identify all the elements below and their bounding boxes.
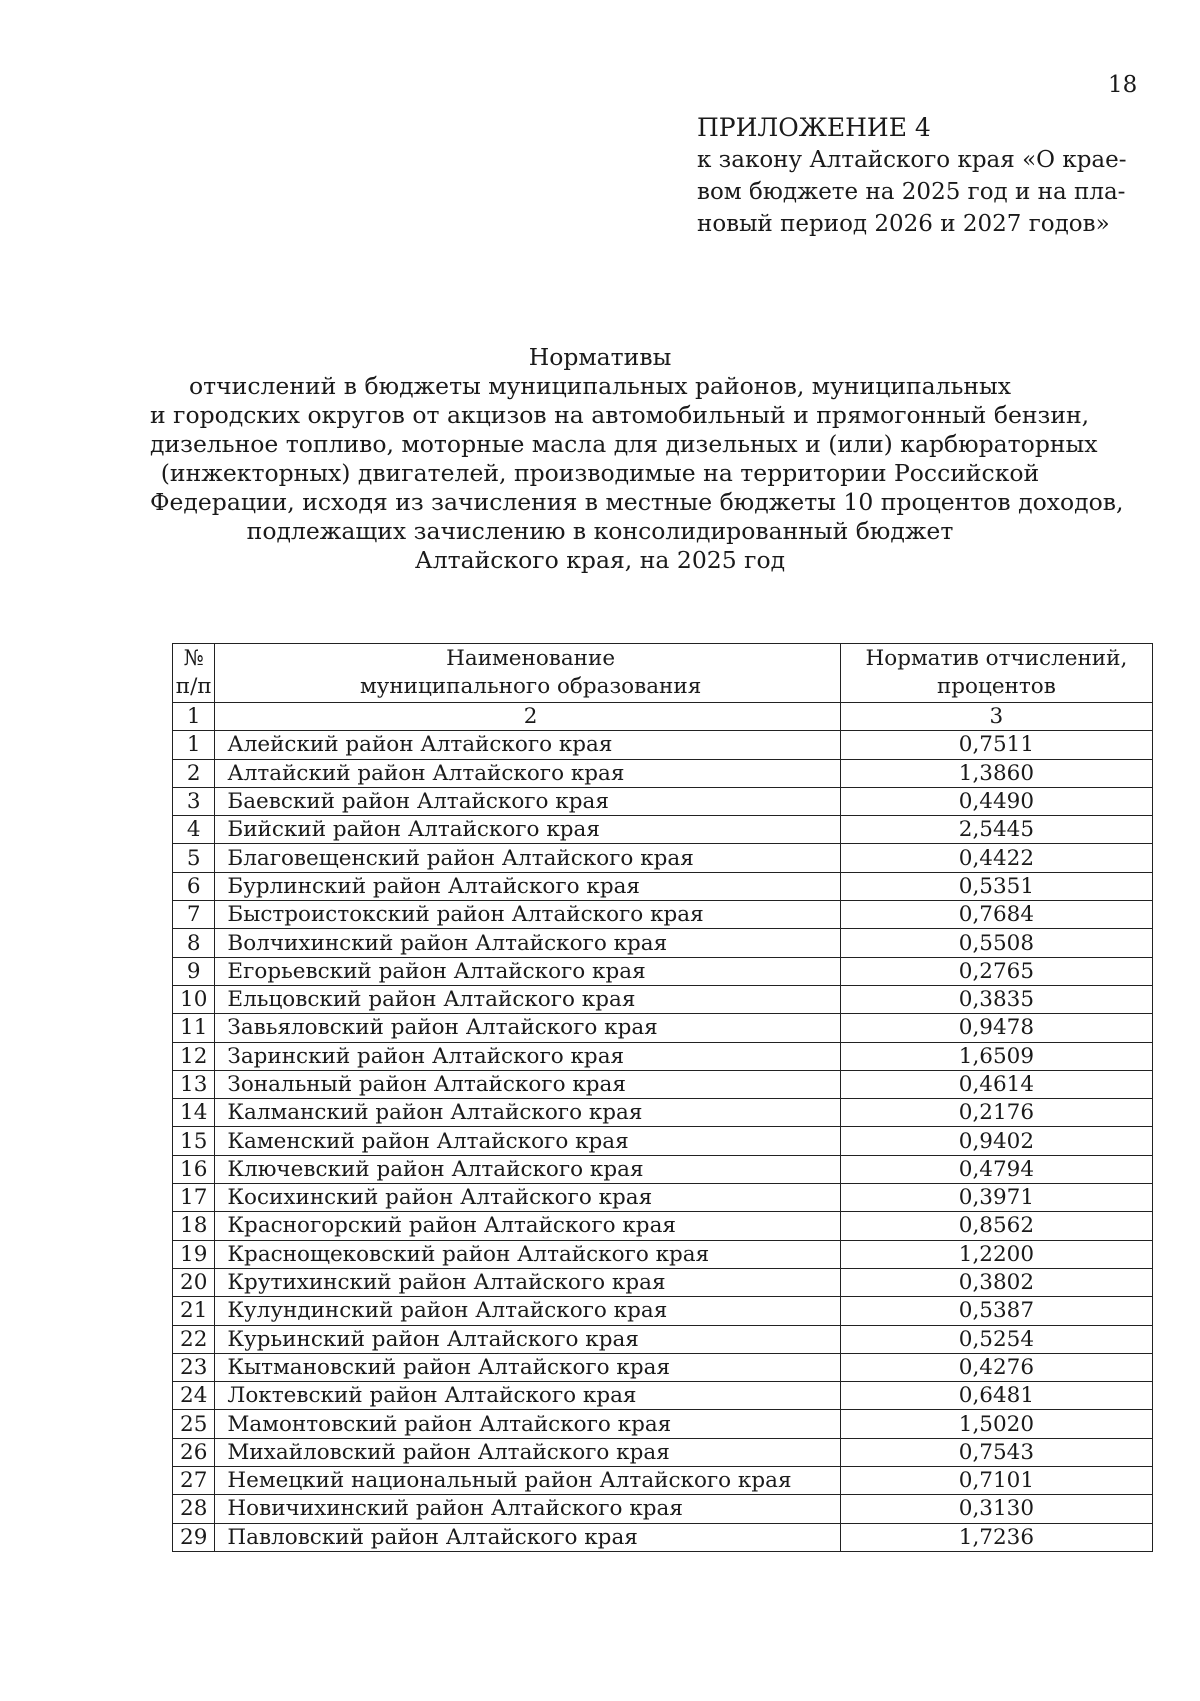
row-value: 1,3860 [840,759,1152,787]
table-row [173,1042,1153,1070]
appendix-block [697,112,1137,240]
row-number: 21 [173,1297,215,1325]
row-number: 19 [173,1240,215,1268]
row-value: 1,6509 [840,1042,1152,1070]
row-value: 1,7236 [840,1523,1152,1551]
header-name-line: Наименование [446,646,616,671]
column-number: 2 [215,703,840,731]
row-number: 17 [173,1184,215,1212]
row-number: 29 [173,1523,215,1551]
heading-line: дизельное топливо, моторные масла для дизельных и (или) карбюраторных [150,430,1098,458]
row-number: 22 [173,1325,215,1353]
row-number: 14 [173,1099,215,1127]
row-value: 0,4490 [840,787,1152,815]
row-name: Баевский район Алтайского края [215,787,840,815]
row-name: Кулундинский район Алтайского края [215,1297,840,1325]
row-value: 0,7511 [840,731,1152,759]
row-value: 0,2176 [840,1099,1152,1127]
table-row [173,816,1153,844]
row-value: 0,5508 [840,929,1152,957]
row-name: Волчихинский район Алтайского края [215,929,840,957]
page-number: 18 [1108,72,1138,98]
row-number: 20 [173,1268,215,1296]
row-number: 15 [173,1127,215,1155]
row-value: 0,8562 [840,1212,1152,1240]
row-value: 0,4422 [840,844,1152,872]
header-num-line: п/п [175,674,212,699]
row-name: Ключевский район Алтайского края [215,1155,840,1183]
row-name: Косихинский район Алтайского края [215,1184,840,1212]
table-row [173,1014,1153,1042]
table-row [173,985,1153,1013]
table-header-row [173,644,1153,703]
table-row [173,1155,1153,1183]
table-row [173,1495,1153,1523]
heading-line: Алтайского края, на 2025 год [414,546,786,574]
row-name: Михайловский район Алтайского края [215,1438,840,1466]
row-value: 0,3802 [840,1268,1152,1296]
table-row [173,957,1153,985]
row-number: 26 [173,1438,215,1466]
row-name: Краснощековский район Алтайского края [215,1240,840,1268]
header-num-line: № [183,646,204,671]
row-value: 1,2200 [840,1240,1152,1268]
row-value: 0,7684 [840,901,1152,929]
row-value: 0,3971 [840,1184,1152,1212]
table-row [173,1438,1153,1466]
row-name: Красногорский район Алтайского края [215,1212,840,1240]
row-number: 6 [173,872,215,900]
table-row [173,1297,1153,1325]
header-name [215,644,840,703]
row-number: 25 [173,1410,215,1438]
row-number: 7 [173,901,215,929]
heading-line: Федерации, исходя из зачисления в местные бюджеты 10 процентов доходов, [150,488,1124,516]
row-number: 27 [173,1467,215,1495]
row-number: 24 [173,1382,215,1410]
table-row [173,1268,1153,1296]
table-row [173,1325,1153,1353]
table-row [173,759,1153,787]
heading-line: отчислений в бюджеты муниципальных районов, муниципальных [188,372,1012,400]
row-value: 0,5351 [840,872,1152,900]
row-name: Кытмановский район Алтайского края [215,1353,840,1381]
row-number: 5 [173,844,215,872]
row-number: 18 [173,1212,215,1240]
row-name: Локтевский район Алтайского края [215,1382,840,1410]
document-heading [150,343,1124,575]
column-number: 1 [173,703,215,731]
row-number: 2 [173,759,215,787]
row-value: 0,5387 [840,1297,1152,1325]
table-row [173,731,1153,759]
row-number: 9 [173,957,215,985]
table-row [173,1353,1153,1381]
row-name: Калманский район Алтайского края [215,1099,840,1127]
appendix-line: вом бюджете на 2025 год и на пла- [697,179,1126,205]
table-row [173,844,1153,872]
heading-line: и городских округов от акцизов на автомобильный и прямогонный бензин, [150,401,1090,429]
row-value: 0,7101 [840,1467,1152,1495]
table-row [173,1127,1153,1155]
table-row [173,787,1153,815]
row-value: 0,9402 [840,1127,1152,1155]
table-row [173,1184,1153,1212]
row-number: 8 [173,929,215,957]
row-number: 4 [173,816,215,844]
table-row [173,929,1153,957]
norms-table [172,643,1153,1552]
row-name: Павловский район Алтайского края [215,1523,840,1551]
table-row [173,1099,1153,1127]
row-name: Бийский район Алтайского края [215,816,840,844]
row-name: Быстроистокский район Алтайского края [215,901,840,929]
row-value: 1,5020 [840,1410,1152,1438]
heading-line: (инжекторных) двигателей, производимые на территории Российской [160,459,1040,487]
row-value: 0,4614 [840,1070,1152,1098]
row-value: 0,7543 [840,1438,1152,1466]
row-value: 0,4794 [840,1155,1152,1183]
row-number: 13 [173,1070,215,1098]
table-row [173,1467,1153,1495]
row-number: 12 [173,1042,215,1070]
table-row [173,1523,1153,1551]
row-number: 23 [173,1353,215,1381]
row-name: Алтайский район Алтайского края [215,759,840,787]
row-name: Немецкий национальный район Алтайского края [215,1467,840,1495]
row-number: 16 [173,1155,215,1183]
row-number: 3 [173,787,215,815]
row-name: Егорьевский район Алтайского края [215,957,840,985]
row-name: Благовещенский район Алтайского края [215,844,840,872]
appendix-line: новый период 2026 и 2027 годов» [697,211,1110,237]
header-value [840,644,1152,703]
table-row [173,1070,1153,1098]
row-number: 10 [173,985,215,1013]
row-number: 28 [173,1495,215,1523]
row-name: Ельцовский район Алтайского края [215,985,840,1013]
row-number: 11 [173,1014,215,1042]
row-name: Завьяловский район Алтайского края [215,1014,840,1042]
table-row [173,901,1153,929]
appendix-title: ПРИЛОЖЕНИЕ 4 [697,113,931,142]
row-name: Курьинский район Алтайского края [215,1325,840,1353]
row-name: Каменский район Алтайского края [215,1127,840,1155]
row-number: 1 [173,731,215,759]
row-value: 0,5254 [840,1325,1152,1353]
header-name-line: муниципального образования [359,674,702,699]
table-row [173,1212,1153,1240]
table-row [173,1410,1153,1438]
header-num [173,644,215,703]
heading-line: подлежащих зачислению в консолидированный бюджет [246,517,954,545]
row-name: Крутихинский район Алтайского края [215,1268,840,1296]
table-row [173,1382,1153,1410]
row-value: 2,5445 [840,816,1152,844]
row-name: Алейский район Алтайского края [215,731,840,759]
appendix-line: к закону Алтайского края «О крае- [697,147,1127,173]
table-row [173,872,1153,900]
row-name: Новичихинский район Алтайского края [215,1495,840,1523]
row-value: 0,3130 [840,1495,1152,1523]
row-value: 0,9478 [840,1014,1152,1042]
row-name: Зональный район Алтайского края [215,1070,840,1098]
row-value: 0,3835 [840,985,1152,1013]
header-value-line: Норматив отчислений, [865,646,1128,671]
row-value: 0,6481 [840,1382,1152,1410]
column-number-row [173,703,1153,731]
row-name: Бурлинский район Алтайского края [215,872,840,900]
row-value: 0,4276 [840,1353,1152,1381]
row-name: Мамонтовский район Алтайского края [215,1410,840,1438]
column-number: 3 [840,703,1152,731]
table-row [173,1240,1153,1268]
row-value: 0,2765 [840,957,1152,985]
heading-line: Нормативы [528,343,672,371]
header-value-line: процентов [936,674,1056,699]
row-name: Заринский район Алтайского края [215,1042,840,1070]
